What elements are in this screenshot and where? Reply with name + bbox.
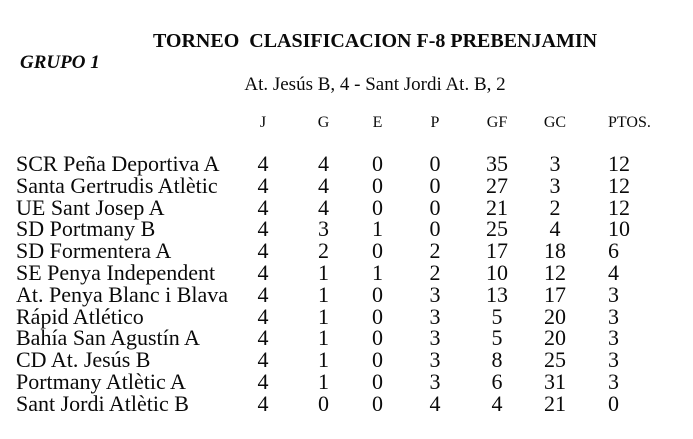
goals-for-value: 35	[486, 151, 508, 176]
won-value: 1	[318, 347, 329, 373]
drawn-value: 1	[372, 259, 383, 285]
team-name: Portmany Atlètic A	[16, 368, 186, 394]
played-value: 4	[257, 194, 269, 220]
goals-for-value: 27	[486, 172, 508, 198]
drawn-value: 1	[372, 216, 383, 242]
goals-for-value: 17	[486, 238, 508, 264]
played-value: 4	[257, 281, 269, 307]
goals-for-value: 21	[486, 194, 508, 220]
table-row	[0, 368, 693, 394]
team-name: SCR Peña Deportiva A	[16, 151, 220, 176]
column-header-played: J	[259, 114, 267, 131]
table-row	[0, 153, 693, 175]
team-name: SD Portmany B	[16, 216, 156, 242]
points-value: 3	[608, 347, 619, 373]
lost-value: 0	[429, 151, 441, 176]
table-body	[0, 153, 693, 415]
goals-against-value: 3	[549, 172, 561, 198]
goals-against-value: 12	[544, 259, 566, 285]
goals-against-value: 18	[544, 238, 566, 264]
team-name: UE Sant Josep A	[16, 194, 165, 220]
lost-value: 0	[429, 194, 441, 220]
drawn-value: 0	[372, 368, 383, 394]
team-name: SE Penya Independent	[16, 259, 216, 285]
goals-for-value: 5	[491, 303, 503, 329]
goals-against-value: 25	[544, 347, 566, 373]
won-value: 1	[318, 303, 329, 329]
lost-value: 0	[429, 216, 441, 242]
played-value: 4	[257, 390, 269, 416]
column-header-points: PTOS.	[608, 114, 651, 131]
table-row	[0, 349, 693, 371]
lost-value: 3	[429, 368, 441, 394]
drawn-value: 0	[372, 281, 383, 307]
won-value: 2	[318, 238, 329, 264]
goals-against-value: 4	[549, 216, 561, 242]
won-value: 4	[318, 172, 329, 198]
played-value: 4	[257, 368, 269, 394]
table-row	[0, 194, 693, 220]
goals-against-value: 20	[544, 303, 566, 329]
points-value: 6	[608, 238, 619, 264]
won-value: 4	[318, 151, 329, 176]
played-value: 4	[257, 259, 269, 285]
team-name: SD Formentera A	[16, 238, 172, 264]
column-header-team	[0, 112, 230, 134]
points-value: 12	[608, 194, 630, 220]
points-value: 4	[608, 259, 619, 285]
played-value: 4	[257, 325, 269, 351]
lost-value: 0	[429, 172, 441, 198]
played-value: 4	[257, 347, 269, 373]
column-header-won: G	[317, 114, 330, 131]
goals-against-value: 17	[544, 281, 566, 307]
team-name: At. Penya Blanc i Blava	[16, 281, 229, 307]
drawn-value: 0	[372, 347, 383, 373]
table-row	[0, 327, 693, 349]
lost-value: 3	[429, 325, 441, 351]
lost-value: 3	[429, 281, 441, 307]
drawn-value: 0	[372, 151, 383, 176]
team-name: Rápid Atlético	[16, 303, 144, 329]
lost-value: 2	[429, 238, 441, 264]
points-value: 3	[608, 325, 619, 351]
drawn-value: 0	[372, 390, 383, 416]
drawn-value: 0	[372, 194, 383, 220]
won-value: 1	[318, 325, 329, 351]
points-value: 12	[608, 151, 630, 176]
table-header-row	[0, 112, 693, 134]
goals-for-value: 8	[491, 347, 503, 373]
goals-for-value: 13	[486, 281, 508, 307]
column-header-goals-against: GC	[543, 114, 567, 131]
table-row	[0, 218, 693, 240]
lost-value: 3	[429, 347, 441, 373]
goals-for-value: 4	[491, 390, 503, 416]
points-value: 10	[608, 216, 630, 242]
goals-for-value: 6	[491, 368, 503, 394]
played-value: 4	[257, 303, 269, 329]
played-value: 4	[257, 151, 269, 176]
won-value: 1	[318, 368, 329, 394]
goals-against-value: 2	[549, 194, 561, 220]
drawn-value: 0	[372, 172, 383, 198]
points-value: 12	[608, 172, 630, 198]
won-value: 4	[318, 194, 329, 220]
table-row	[0, 172, 693, 198]
match-result: At. Jesús B, 4 - Sant Jordi At. B, 2	[244, 74, 506, 95]
lost-value: 4	[429, 390, 441, 416]
goals-for-value: 25	[486, 216, 508, 242]
column-header-drawn: E	[372, 114, 383, 131]
won-value: 1	[318, 259, 329, 285]
team-name: Santa Gertrudis Atlètic	[16, 172, 218, 198]
goals-against-value: 31	[544, 368, 566, 394]
column-header-goals-for: GF	[486, 114, 508, 131]
table-row	[0, 240, 693, 262]
goals-for-value: 5	[491, 325, 503, 351]
drawn-value: 0	[372, 303, 383, 329]
group-label: GRUPO 1	[20, 52, 100, 73]
won-value: 1	[318, 281, 329, 307]
team-name: Sant Jordi Atlètic B	[16, 390, 189, 416]
table-row	[0, 259, 693, 285]
points-value: 0	[608, 390, 619, 416]
team-name: Bahía San Agustín A	[16, 325, 200, 351]
goals-against-value: 20	[544, 325, 566, 351]
points-value: 3	[608, 303, 619, 329]
lost-value: 3	[429, 303, 441, 329]
points-value: 3	[608, 281, 619, 307]
goals-for-value: 10	[486, 259, 508, 285]
points-value: 3	[608, 368, 619, 394]
table-row	[0, 390, 693, 416]
goals-against-value: 3	[549, 151, 561, 176]
standings-table	[0, 112, 693, 415]
lost-value: 2	[429, 259, 441, 285]
column-header-lost: P	[430, 114, 440, 131]
table-row	[0, 303, 693, 329]
drawn-value: 0	[372, 238, 383, 264]
played-value: 4	[257, 172, 269, 198]
drawn-value: 0	[372, 325, 383, 351]
won-value: 0	[318, 390, 329, 416]
page-title: TORNEO CLASIFICACION F-8 PREBENJAMIN	[152, 30, 598, 52]
won-value: 3	[318, 216, 329, 242]
played-value: 4	[257, 216, 269, 242]
table-row	[0, 281, 693, 307]
team-name: CD At. Jesús B	[16, 347, 151, 373]
goals-against-value: 21	[544, 390, 566, 416]
played-value: 4	[257, 238, 269, 264]
